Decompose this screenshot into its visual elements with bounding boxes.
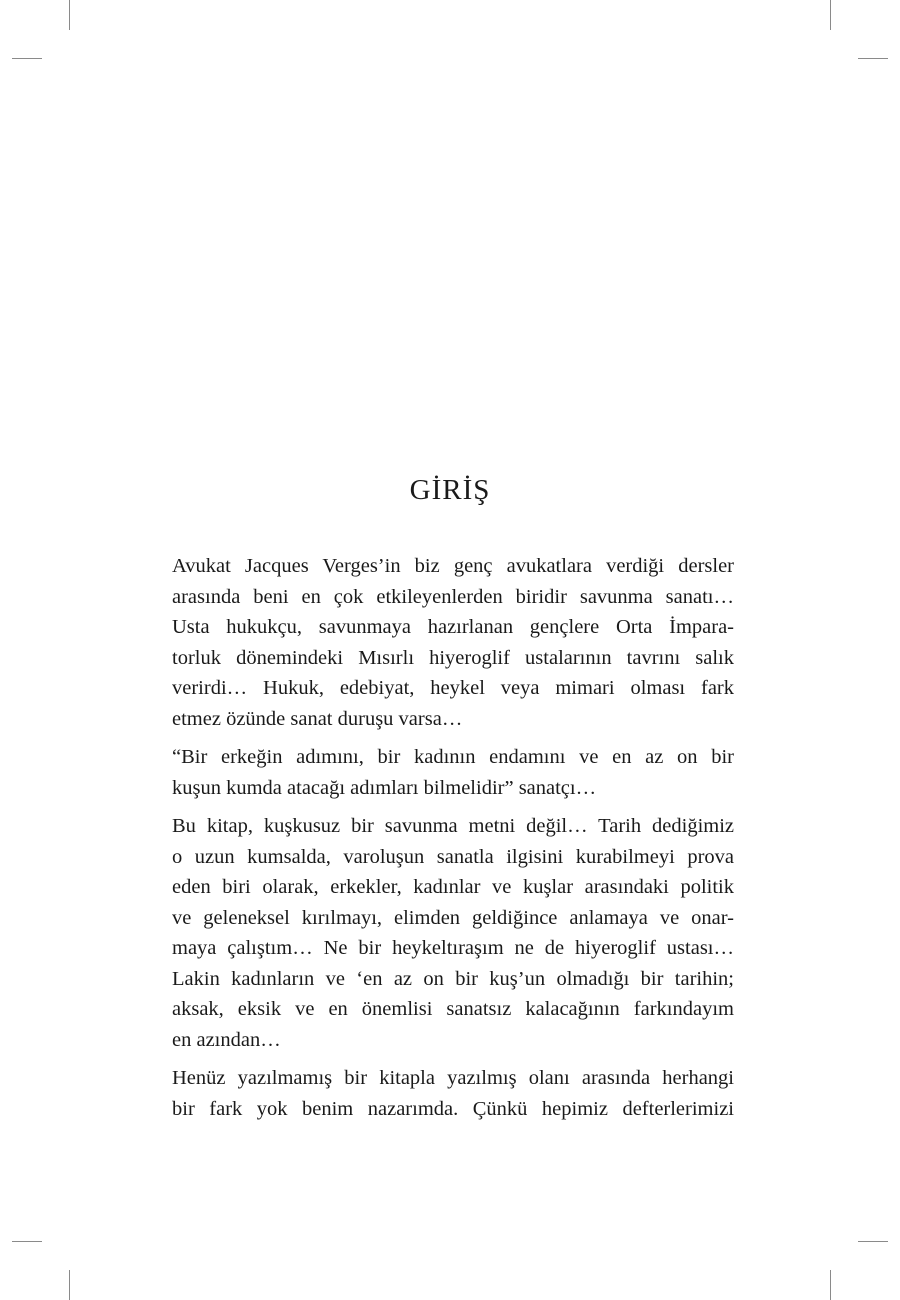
text-line: “Bir erkeğin adımını, bir kadının endamını ve en az on bir [172, 746, 734, 768]
text-line: en azından… [172, 1028, 281, 1051]
crop-mark-bottom-left-horizontal [12, 1241, 42, 1242]
crop-mark-top-right-vertical [830, 0, 831, 30]
text-line: o uzun kumsalda, varoluşun sanatla ilgisini kurabilmeyi prova [172, 845, 734, 868]
text-line: Henüz yazılmamış bir kitapla yazılmış olanı arasında herhangi [172, 1067, 734, 1089]
text-line: kuşun kumda atacağı adımları bilmelidir” sanatçı… [172, 776, 597, 799]
text-line: Lakin kadınların ve ‘en az on bir kuş’un olmadığı bir tarihin; [172, 967, 734, 990]
paragraph-4 [172, 1063, 734, 1124]
crop-mark-bottom-right-horizontal [858, 1241, 888, 1242]
text-line: bir fark yok benim nazarımda. Çünkü hepimiz defterlerimizi [172, 1097, 734, 1120]
chapter-title: GİRİŞ [409, 474, 491, 506]
crop-mark-top-right-horizontal [858, 58, 888, 59]
crop-mark-top-left-horizontal [12, 58, 42, 59]
text-line: torluk dönemindeki Mısırlı hiyeroglif ustalarının tavrını salık [172, 646, 734, 669]
text-line: etmez özünde sanat duruşu varsa… [172, 707, 463, 730]
text-line: ve geleneksel kırılmayı, elimden geldiğince anlamaya ve onar- [172, 906, 734, 929]
text-line: maya çalıştım… Ne bir heykeltıraşım ne de hiyeroglif ustası… [172, 937, 734, 959]
text-line: verirdi… Hukuk, edebiyat, heykel veya mimari olması fark [172, 677, 734, 699]
paragraph-3 [172, 811, 734, 1055]
text-line: aksak, eksik ve en önemlisi sanatsız kalacağının farkındayım [172, 998, 734, 1020]
text-line: Usta hukukçu, savunmaya hazırlanan gençlere Orta İmpara- [172, 616, 734, 638]
crop-mark-top-left-vertical [69, 0, 70, 30]
text-line: eden biri olarak, erkekler, kadınlar ve kuşlar arasındaki politik [172, 876, 734, 898]
text-line: arasında beni en çok etkileyenlerden biridir savunma sanatı… [172, 585, 734, 608]
paragraph-1 [172, 551, 734, 734]
paragraph-2 [172, 742, 734, 803]
text-line: Bu kitap, kuşkusuz bir savunma metni değil… Tarih dediğimiz [172, 815, 734, 837]
crop-mark-bottom-left-vertical [69, 1270, 70, 1300]
text-line: Avukat Jacques Verges’in biz genç avukatlara verdiği dersler [172, 555, 734, 577]
body-text [172, 551, 734, 1132]
crop-mark-bottom-right-vertical [830, 1270, 831, 1300]
